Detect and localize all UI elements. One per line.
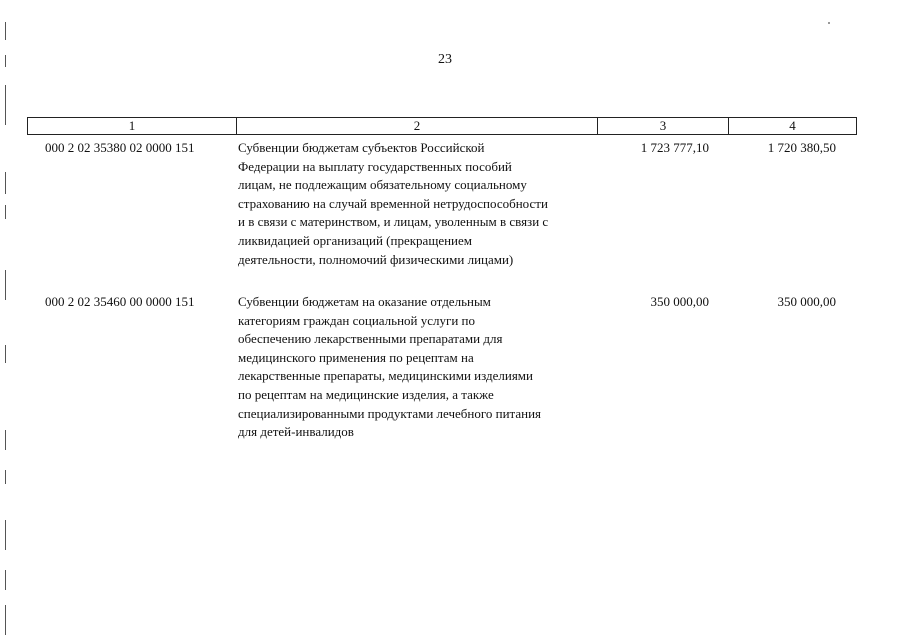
scan-dot bbox=[828, 22, 830, 24]
description-line: деятельности, полномочий физическими лицами) bbox=[238, 251, 514, 267]
description-line: страхованию на случай временной нетрудоспособности bbox=[238, 195, 548, 211]
table-row bbox=[27, 293, 857, 442]
amount-col-3: 1 723 777,10 bbox=[640, 140, 709, 155]
scan-artifact bbox=[5, 172, 6, 194]
description-line: специализированными продуктами лечебного питания bbox=[238, 405, 542, 421]
description-line: медицинского применения по рецептам на bbox=[238, 349, 474, 365]
table-header bbox=[27, 117, 857, 135]
scan-artifact bbox=[5, 520, 6, 550]
budget-code: 000 2 02 35460 00 0000 151 bbox=[45, 294, 195, 309]
scan-artifact bbox=[5, 470, 6, 484]
description-line: Субвенции бюджетам на оказание отдельным bbox=[238, 294, 491, 309]
description-line: лекарственные препараты, медицинскими изделиями bbox=[238, 368, 533, 384]
page-number: 23 bbox=[438, 52, 452, 67]
amount-col-4: 350 000,00 bbox=[777, 294, 836, 309]
description-line: Субвенции бюджетам субъектов Российской bbox=[238, 140, 485, 155]
header-col-3: 3 bbox=[598, 118, 729, 134]
description-line: Федерации на выплату государственных пособий bbox=[238, 158, 512, 174]
description-line: и в связи с материнством, и лицам, уволенным в связи с bbox=[238, 214, 549, 230]
budget-code: 000 2 02 35380 02 0000 151 bbox=[45, 140, 195, 155]
scan-artifact bbox=[5, 22, 6, 40]
header-col-1: 1 bbox=[28, 118, 237, 134]
description-line: лицам, не подлежащим обязательному социальному bbox=[238, 177, 527, 193]
scan-artifact bbox=[5, 205, 6, 219]
scan-artifact bbox=[5, 605, 6, 635]
scan-artifact bbox=[5, 85, 6, 125]
row-description bbox=[236, 139, 597, 269]
description-line: для детей-инвалидов bbox=[238, 424, 354, 440]
scan-artifact bbox=[5, 430, 6, 450]
header-col-4: 4 bbox=[789, 118, 796, 133]
amount-col-3: 350 000,00 bbox=[650, 294, 709, 309]
header-col-2: 2 bbox=[237, 118, 598, 134]
amount-col-4: 1 720 380,50 bbox=[767, 140, 836, 155]
row-description bbox=[236, 293, 597, 442]
table-row bbox=[27, 139, 857, 269]
description-line: ликвидацией организаций (прекращением bbox=[238, 232, 473, 248]
description-line: категориям граждан социальной услуги по bbox=[238, 312, 476, 328]
description-line: по рецептам на медицинские изделия, а также bbox=[238, 386, 494, 402]
scan-artifact bbox=[5, 270, 6, 300]
description-line: обеспечению лекарственными препаратами для bbox=[238, 331, 503, 347]
scan-artifact bbox=[5, 570, 6, 590]
scan-artifact bbox=[5, 345, 6, 363]
